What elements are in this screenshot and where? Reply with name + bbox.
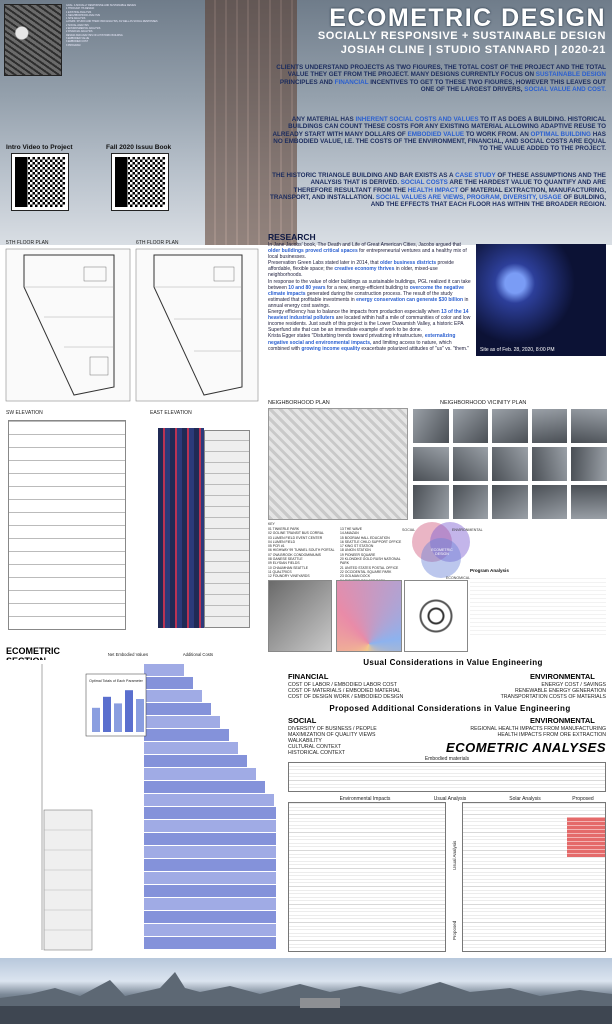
usual-analysis-title: Usual Analysis xyxy=(433,796,467,802)
venn-center-label: ECOMETRIC DESIGN xyxy=(431,548,453,556)
fifth-floor-label: 5TH FLOOR PLAN xyxy=(6,240,49,246)
section-value-bar xyxy=(144,807,276,819)
section-value-bar xyxy=(144,742,238,754)
usual-considerations-title: Usual Considerations in Value Engineering xyxy=(363,658,543,667)
section-value-bar xyxy=(144,885,276,897)
intro-paragraph-3: THE HISTORIC TRIANGLE BUILDING AND BAR EXISTS AS A CASE STUDY OF THESE ASSUMPTIONS AND THE ANALYSIS THAT IS DERIVED. SOCIAL COSTS ARE THE HARDEST VALUE TO QUANTIFY AND ARE THEREFORE RESULTANT FROM THE HEALTH IMPACT OF MATERIAL EXTRACTION, MANUFACTURING, TRANSPORT, AND INSTALLATION. SOCIAL VALUES ARE VIEWS, PROGRAM, DIVERSITY, USAGE OF BUILDING, AND THE EFFECTS THAT EACH FLOOR HAS WITHIN THE BROADER REGION. xyxy=(270,172,606,209)
vicinity-photo xyxy=(531,484,569,520)
poster-author-line: JOSIAH CLINE | STUDIO STANNARD | 2020-21 xyxy=(340,44,606,56)
sw-elevation-drawing xyxy=(8,420,126,630)
key-item: 20 KLONDIKE GOLD RUSH NATIONAL PARK xyxy=(340,557,401,566)
environmental-item: ENERGY COST / SAVINGS xyxy=(541,682,606,688)
project-note-line: DESIGN AND ANALYSIS OF A HISTORIC BUILDING xyxy=(66,33,123,37)
section-value-bar xyxy=(144,690,202,702)
financial-item: COST OF LABOR / EMBODIED LABOR COST xyxy=(288,682,397,688)
venn-env-label: ENVIRONMENTAL xyxy=(452,528,483,532)
project-note-line: 3 EMBODIED VALUE xyxy=(66,36,90,40)
usual-analysis-vertical-label: Usual Analysis xyxy=(452,840,457,870)
vicinity-photo xyxy=(452,446,490,482)
poster-subtitle: SOCIALLY RESPONSIVE + SUSTAINABLE DESIGN xyxy=(317,30,606,42)
social-item: WALKABILITY xyxy=(288,738,322,744)
vicinity-photo xyxy=(412,408,450,444)
ecometric-section-chart xyxy=(4,660,280,956)
sun-path-diagram xyxy=(336,580,402,652)
proposed-vertical-label: Proposed xyxy=(452,920,457,940)
social-heading: SOCIAL xyxy=(288,716,317,725)
key-item: 06 HIGHWAY 99 TUNNEL SOUTH PORTAL xyxy=(268,548,335,553)
intro-paragraph-1: CLIENTS UNDERSTAND PROJECTS AS TWO FIGURES, THE TOTAL COST OF THE PROJECT AND THE TOTAL VALUE THEY GET FROM THE PROJECT. MANY DESIGNS CURRENTLY FOCUS ON SUSTAINABLE DESIGN PRINCIPLES AND FINANCIAL INCENTIVES TO GET TO THESE TWO FIGURES, HOWEVER THIS LEAVES OUT ONE OF THE LARGEST DRIVERS, SOCIAL VALUE AND COST. xyxy=(276,64,606,93)
qr-code-video[interactable] xyxy=(12,154,68,210)
site-night-photo xyxy=(476,244,606,356)
key-list-right xyxy=(340,527,408,587)
vicinity-photo xyxy=(531,408,569,444)
environmental-heading-2: ENVIRONMENTAL xyxy=(530,716,595,725)
net-embodied-label: Net Embodied Values xyxy=(107,652,149,657)
project-note-line: 1 THROUGH ITS DESIGN xyxy=(66,7,95,11)
project-note-line: 2 FINANCIAL ANALYSIS xyxy=(66,30,93,34)
vicinity-plan-label: NEIGHBORHOOD VICINITY PLAN xyxy=(440,400,527,406)
research-title: RESEARCH xyxy=(268,232,316,242)
east-elevation-neighbor xyxy=(204,430,250,628)
solar-analysis-title: Solar Analysis xyxy=(509,796,541,802)
venn-economical xyxy=(421,538,461,578)
proposed-considerations-title: Proposed Additional Considerations in Value Engineering xyxy=(329,704,571,713)
section-value-bar xyxy=(144,898,276,910)
section-building-cut xyxy=(44,810,92,950)
project-note-line: 3 EMBODIED COST xyxy=(66,40,89,44)
key-item: 03 LUMEN FIELD EVENT CENTER xyxy=(268,535,323,540)
intro-paragraph-2: ANY MATERIAL HAS INHERENT SOCIAL COSTS AND VALUES TO IT AS DOES A BUILDING. HISTORICAL BUILDINGS CAN COUNT THESE COSTS FOR ANY EXISTING MATERIAL ALLOWING ADAPTIVE REUSE TO ALREADY START WITH MANY DOLLARS OF EMBODIED VALUE TO WORK FROM. AN OPTIMAL BUILDING HAS NO EMBODIED VALUE, I.E. THE COSTS OF THE ENVIRONMENT, FINANCIAL, AND SOCIAL COSTS ARE EQUAL TO THE VALUE ADDED TO THE PROJECT. xyxy=(272,116,606,153)
key-item: 19 PIONEER SQUARE xyxy=(340,552,376,557)
section-title-1: ECOMETRIC xyxy=(6,646,60,656)
section-value-bar xyxy=(144,716,220,728)
section-value-bar xyxy=(144,677,193,689)
key-item: 04 LUMEN FIELD xyxy=(268,539,296,544)
model-photo xyxy=(268,580,332,652)
environmental-impacts-table xyxy=(288,802,446,952)
qr-code-book[interactable] xyxy=(112,154,168,210)
key-item: 13 THE WAVE xyxy=(340,527,362,531)
east-elevation-label: EAST ELEVATION xyxy=(150,410,192,416)
vicinity-photo xyxy=(412,446,450,482)
vicinity-photo xyxy=(412,484,450,520)
key-item: 07 OWLBROOK CONDOMINIUMS xyxy=(268,552,321,557)
key-item: 23 GOLMAN DOCK xyxy=(340,574,371,579)
embodied-materials-table xyxy=(288,762,606,792)
key-item: 09 ELYSIAN FIELDS xyxy=(268,561,300,566)
fifth-floor-plan xyxy=(4,247,132,403)
environmental-item: RENEWABLE ENERGY GENERATION xyxy=(515,688,606,694)
section-value-bar xyxy=(144,768,256,780)
optimal-bar xyxy=(103,697,111,732)
project-note-line: 1 SITE ANALYSIS xyxy=(66,17,86,21)
vicinity-photo xyxy=(491,484,529,520)
solar-analysis-table xyxy=(462,802,606,952)
project-note-line: 1 EXISTING ANALYSIS xyxy=(66,10,92,14)
environmental-item: HEALTH IMPACTS FROM ORE EXTRACTION xyxy=(497,732,606,738)
section-value-bar xyxy=(144,755,247,767)
project-note-line: 2 ENVIRONMENTAL ANALYSIS xyxy=(66,27,101,31)
key-list-left xyxy=(268,527,336,579)
project-note-line: 3 PROGRAM xyxy=(66,43,81,47)
key-item: 08 GANESE SEATTLE xyxy=(268,557,303,562)
vicinity-photo xyxy=(531,446,569,482)
project-note-line: GOAL: A SOCIALLY RESPONSIVE AND SUSTAINABLE DESIGN xyxy=(66,4,137,7)
sw-elevation-label: SW ELEVATION xyxy=(6,410,43,416)
environmental-heading: ENVIRONMENTAL xyxy=(530,672,595,681)
section-value-bar xyxy=(144,794,274,806)
program-analysis-text xyxy=(470,576,606,638)
sixth-floor-label: 6TH FLOOR PLAN xyxy=(136,240,179,246)
neighborhood-plan-label: NEIGHBORHOOD PLAN xyxy=(268,400,330,406)
vicinity-photo-grid xyxy=(412,408,608,520)
project-note-line: 2 SOCIAL ANALYSIS xyxy=(66,23,89,27)
highlight-cells xyxy=(567,817,605,857)
key-item: 17 KING ST STATION xyxy=(340,544,374,549)
section-value-bar xyxy=(144,729,229,741)
vicinity-photo xyxy=(491,446,529,482)
optimal-bar xyxy=(136,699,144,732)
section-value-bar xyxy=(144,859,276,871)
social-item: MAXIMIZATION OF QUALITY VIEWS xyxy=(288,732,376,738)
vicinity-photo xyxy=(570,408,608,444)
vicinity-photo xyxy=(491,408,529,444)
env-impacts-title: Environmental Impacts xyxy=(339,796,391,802)
optimal-bar xyxy=(125,690,133,732)
environmental-list-2 xyxy=(420,726,606,738)
financial-heading: FINANCIAL xyxy=(288,672,329,681)
key-title: KEY xyxy=(268,522,275,526)
environmental-item: REGIONAL HEALTH IMPACTS FROM MANUFACTURING xyxy=(470,726,606,732)
venn-social-label: SOCIAL xyxy=(402,528,416,532)
environmental-item: TRANSPORTATION COSTS OF MATERIALS xyxy=(500,694,606,700)
qr-label-video: Intro Video to Project xyxy=(6,144,73,151)
key-item: 05 PCR #1 xyxy=(268,544,285,549)
embodied-materials-title: Embodied materials xyxy=(424,756,470,762)
seattle-panorama-photo xyxy=(0,958,612,1024)
vicinity-photo xyxy=(452,408,490,444)
wind-rose-diagram xyxy=(404,580,468,652)
project-note-line: LAYERS: STUDIO AND THEIR OWN ANALYSIS, AS WELL AS SOCIAL RESPONSES xyxy=(66,20,158,24)
key-item: 01 TINKERLE PARK xyxy=(268,527,300,531)
program-analysis-title: Program Analysis xyxy=(470,568,509,573)
site-photo-caption: Site as of Feb. 28, 2020, 8:00 PM xyxy=(480,347,555,353)
key-item: 10 CHAUMHAN SEATTLE xyxy=(268,565,309,570)
key-item: 21 UNITED STATES POSTAL OFFICE xyxy=(340,565,399,570)
key-item: 14 AMAZAN xyxy=(340,531,359,536)
financial-item: COST OF DESIGN WORK / EMBODIED DESIGN xyxy=(288,694,404,700)
optimal-totals-title: Optimal Totals of Each Parameter xyxy=(89,679,143,683)
financial-item: COST OF MATERIALS / EMBODIED MATERIAL xyxy=(288,688,401,694)
neighborhood-map xyxy=(268,408,408,520)
project-notes xyxy=(66,4,202,124)
section-value-bar xyxy=(144,872,276,884)
research-body: In Jane Jacobs' book, The Death and Life of Great American Cities, Jacobs argued that older buildings proved critical spaces for entrepreneurial ventures and a healthy mix of local businesses. Preservation Green Labs stated later in 2014, that older business districts provide affordable, flexible space; the creative economy thrives in older, mixed-use neighborhoods. In response to the value of older buildings as sustainable buildings, PGL realized it can take between 10 and 80 years for a new, energy-efficient building to overcome the negative climate impacts generated during the construction process. The result of the study estimated that profitable investments in energy conservation can generate $30 billion in annual energy cost savings. Energy efficiency has to balance the impacts from production especially when 13 of the 14 heaviest industrial polluters are located within half a mile of communities of color and low income residents. Just south of this project is the Lower Duwamish Valley, a historic EPA Superfund site that can be an immediate example of work to be done. Krista Egger states "Disturbing trends toward privatizing infrastructure, externalizing negative social and environmental impacts, and limiting access to nature, which combined with growing income equality exacerbate polarized attitudes of "us" vs. "them." xyxy=(268,242,471,352)
qr-label-book: Fall 2020 Issuu Book xyxy=(106,144,172,151)
section-value-bar xyxy=(144,703,211,715)
key-item: 02 GOLINE TRANSIT BUS CORRAL xyxy=(268,531,324,536)
proposed-title: Proposed xyxy=(572,796,594,802)
key-item: 11 QUALTRICS xyxy=(268,569,292,574)
vicinity-photo xyxy=(452,484,490,520)
key-item: 15 BOORAM HALL EDUCATION xyxy=(340,535,390,540)
financial-list xyxy=(288,682,438,700)
section-value-bar xyxy=(144,924,276,936)
environmental-list xyxy=(440,682,606,700)
social-item: CULTURAL CONTEXT xyxy=(288,744,342,750)
east-elevation-drawing xyxy=(158,428,204,628)
optimal-bar xyxy=(92,708,100,732)
section-value-bar xyxy=(144,781,265,793)
section-value-bar xyxy=(144,664,184,676)
optimal-bar xyxy=(114,703,122,732)
project-note-line: 1 NEIGHBORHOOD ANALYSIS xyxy=(66,13,100,17)
venn-eco-label: ECONOMICAL xyxy=(446,576,471,580)
key-item: 22 OCCIDENTAL SQUARE PARK xyxy=(340,569,392,574)
key-item: 12 FOUNDRY VINEYARDS xyxy=(268,574,310,579)
ecometric-analyses-title: ECOMETRIC ANALYSES xyxy=(446,740,606,755)
key-item: 18 UNION STATION xyxy=(340,548,371,553)
sixth-floor-plan xyxy=(134,247,260,403)
vicinity-photo xyxy=(570,484,608,520)
site-map-thumbnail xyxy=(4,4,62,76)
section-value-bar xyxy=(144,833,276,845)
social-item: DIVERSITY OF BUSINESS / PEOPLE xyxy=(288,726,377,732)
additional-costs-label: Additional Costs xyxy=(182,652,214,657)
poster-title: ECOMETRIC DESIGN xyxy=(329,4,606,32)
section-value-bar xyxy=(144,820,276,832)
section-value-bar xyxy=(144,937,276,949)
vicinity-photo xyxy=(570,446,608,482)
key-item: 16 SEATTLE CHILD SUPPORT OFFICE xyxy=(340,539,402,544)
section-value-bar xyxy=(144,846,276,858)
section-value-bar xyxy=(144,911,276,923)
social-item: HISTORICAL CONTEXT xyxy=(288,750,346,756)
